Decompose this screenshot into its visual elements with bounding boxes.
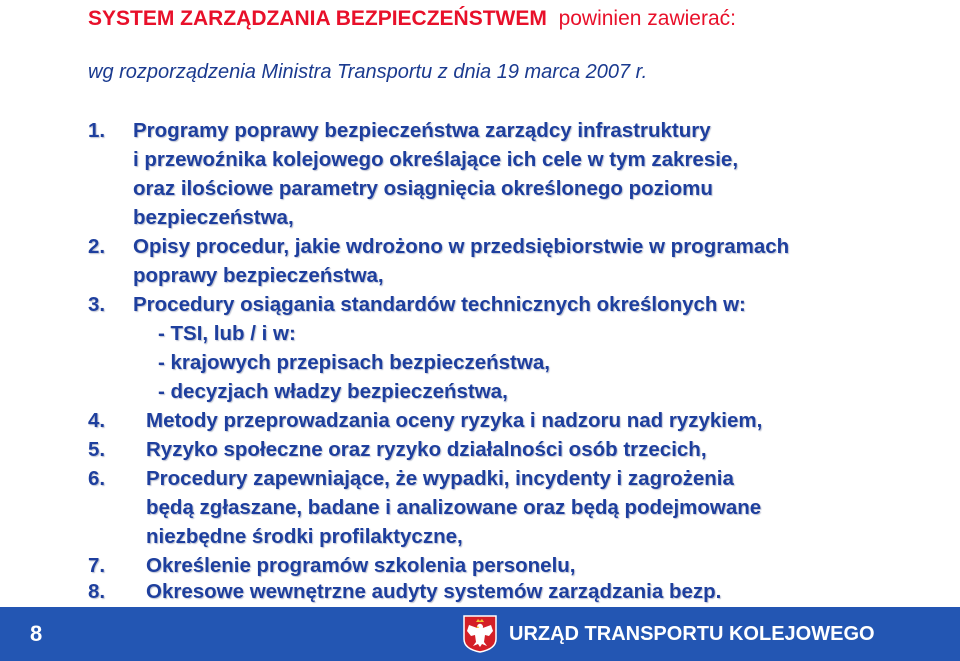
list-item-subline: - TSI, lub / i w: xyxy=(158,322,296,345)
list-item-number: 4. xyxy=(88,409,106,432)
list-item-number: 8. xyxy=(88,580,106,603)
list-item-subline: - krajowych przepisach bezpieczeństwa, xyxy=(158,351,550,374)
list-item-line: Ryzyko społeczne oraz ryzyko działalności osób trzecich, xyxy=(146,438,707,461)
slide-subtitle: wg rozporządzenia Ministra Transportu z dnia 19 marca 2007 r. xyxy=(88,61,648,83)
list-item-line: poprawy bezpieczeństwa, xyxy=(133,264,384,287)
list-item-number: 6. xyxy=(88,467,106,490)
list-item-line: niezbędne środki profilaktyczne, xyxy=(146,525,463,548)
list-item-line: oraz ilościowe parametry osiągnięcia określonego poziomu xyxy=(133,177,713,200)
list-item-line: Procedury osiągania standardów technicznych określonych w: xyxy=(133,293,746,316)
list-item-line: Programy poprawy bezpieczeństwa zarządcy infrastruktury xyxy=(133,119,711,142)
slide-title-light: powinien zawierać: xyxy=(558,7,736,30)
list-item-line: Procedury zapewniające, że wypadki, incydenty i zagrożenia xyxy=(146,467,734,490)
list-item-line: będą zgłaszane, badane i analizowane oraz będą podejmowane xyxy=(146,496,762,519)
list-item-number: 3. xyxy=(88,293,106,316)
slide-title xyxy=(88,6,736,32)
list-item-line: Okresowe wewnętrzne audyty systemów zarządzania bezp. xyxy=(146,580,722,603)
list-item-number: 7. xyxy=(88,554,106,577)
list-item-line: bezpieczeństwa, xyxy=(133,206,294,229)
white-eagle-emblem-icon xyxy=(463,615,497,653)
list-item-line: Metody przeprowadzania oceny ryzyka i nadzoru nad ryzykiem, xyxy=(146,409,763,432)
organization-name: URZĄD TRANSPORTU KOLEJOWEGO xyxy=(509,623,875,645)
list-item-line: i przewoźnika kolejowego określające ich cele w tym zakresie, xyxy=(133,148,739,171)
list-item-number: 5. xyxy=(88,438,106,461)
list-item-number: 1. xyxy=(88,119,106,142)
list-item-subline: - decyzjach władzy bezpieczeństwa, xyxy=(158,380,508,403)
page-number: 8 xyxy=(30,621,43,646)
list-item-line: Opisy procedur, jakie wdrożono w przedsiębiorstwie w programach xyxy=(133,235,790,258)
list-item-number: 2. xyxy=(88,235,106,258)
footer-bar xyxy=(0,607,960,661)
list-item-line: Określenie programów szkolenia personelu, xyxy=(146,554,576,577)
slide-title-strong: SYSTEM ZARZĄDZANIA BEZPIECZEŃSTWEM xyxy=(88,7,547,30)
